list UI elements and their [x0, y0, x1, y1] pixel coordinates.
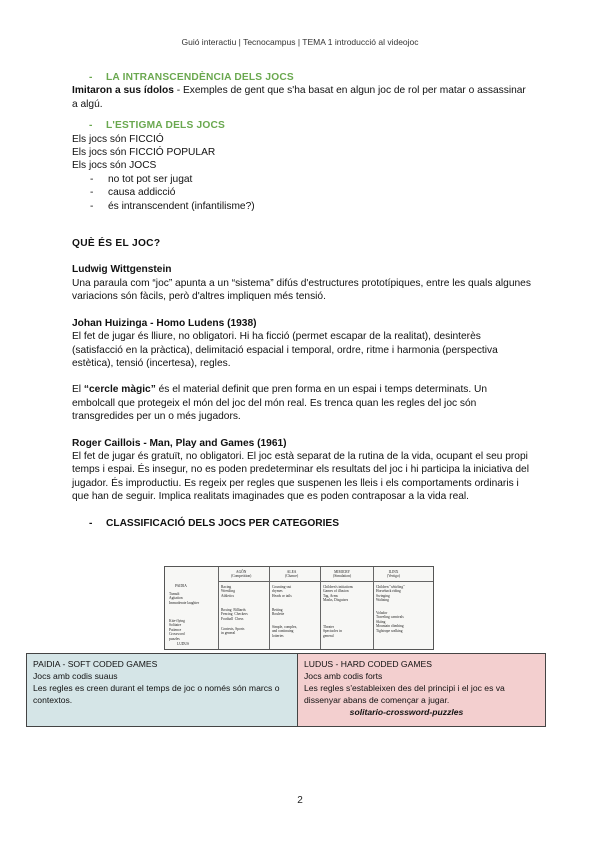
paidia-title: PAIDIA - SOFT CODED GAMES	[33, 659, 158, 669]
section-heading-classification	[72, 517, 532, 530]
paidia-cell	[27, 654, 298, 726]
ludus-line: Les regles s'estableixen des del principi i el joc es va dissenyar abans de començar a jugar.	[304, 683, 505, 705]
paragraph-text: és el material definit que pren forma en un espai i temps determinats. Un embolcall que protegeix el món del joc del món real. Es trenca quan les regles del joc són transgredides per un o més jugadors.	[72, 384, 488, 423]
ludus-title: LUDUS - HARD CODED GAMES	[304, 659, 432, 669]
figure-cell: Racing Wrestling Athletics	[221, 585, 236, 598]
bullet-dash: -	[89, 517, 93, 529]
figure-cell: Theater Spectacles in general	[323, 625, 342, 638]
line: Els jocs són FICCIÓ	[72, 133, 164, 145]
figure-cell: Children's initiations Games of illusion Tag, Arms Masks, Disguises	[323, 585, 353, 603]
author-caillois: Roger Caillois - Man, Play and Games (1961)	[72, 437, 287, 449]
figure-row-ludus: LUDUS	[177, 642, 189, 646]
figure-row-paidia: PAIDIA	[175, 584, 187, 588]
figure-cell: Betting Roulette	[272, 608, 285, 617]
figure-cell: Contests, Sports in general	[221, 627, 245, 636]
figure-cell: Volador Traveling carnivals Skiing Mountain climbing Tightrope walking	[376, 611, 404, 633]
term-magic-circle: “cercle màgic”	[83, 384, 156, 396]
figure-cell: Simple, complex, and continuing lotteries	[272, 625, 298, 638]
paragraph-magic-circle	[72, 383, 532, 423]
paragraph-text: - Exemples de gent que s'ha basat en algun joc de rol per matar o assassinar a algú.	[72, 85, 526, 110]
figure-cell: Counting-out rhymes Heads or tails	[272, 585, 292, 598]
bold-lead: Imitaron a sus ídolos	[72, 85, 174, 97]
bullet-dash: -	[89, 72, 93, 83]
figure-col-ilinx: ILINX (Vertigo)	[387, 570, 400, 579]
list-item: - no tot pot ser jugat	[72, 173, 532, 186]
ludus-cell	[298, 654, 545, 726]
line: Els jocs són JOCS	[72, 160, 157, 172]
section-heading-intranscendence	[72, 71, 532, 84]
paidia-line: Les regles es creen durant el temps de joc o només són marcs o contextos.	[33, 683, 280, 705]
paidia-ludus-table	[26, 653, 546, 727]
document-body	[72, 71, 532, 530]
ludus-line: Jocs amb codis forts	[304, 671, 383, 681]
bullet-dash: -	[89, 120, 93, 132]
figure-cell: Boxing Billiards Fencing Checkers Football Chess	[221, 608, 248, 621]
figure-col-agon: AGÔN (Competition)	[231, 570, 252, 579]
text-pre: El	[72, 384, 84, 396]
paragraph-idols	[72, 84, 532, 111]
list-item: - és intranscendent (infantilisme?)	[72, 200, 532, 213]
section-title: LA INTRANSCENDÈNCIA DELS JOCS	[106, 72, 294, 83]
section-title: L'ESTIGMA DELS JOCS	[106, 120, 226, 132]
paragraph-huizinga: El fet de jugar és lliure, no obligatori. Hi ha ficció (permet escapar de la realitat), desinterès (satisfacció en la pràctica), delimitació espacial i temporal, ordre, ritme i harmonia (perspectiva estètica), tensió (incertesa), regles.	[72, 331, 498, 369]
figure-ludus-desc: Kite-flying Solitaire Patience Crossword puzzles	[169, 619, 185, 641]
list-item: - causa addicció	[72, 186, 532, 199]
paragraph-wittgenstein: Una paraula com “joc” apunta a un “sistema” difús d'estructures prototípiques, entre les quals algunes variacions són fàcils, però d'altres impliquen més tensió.	[72, 277, 531, 303]
line: Els jocs són FICCIÓ POPULAR	[72, 147, 216, 159]
page-number: 2	[297, 795, 303, 806]
heading-what-is-game: QUÈ ÉS EL JOC?	[72, 238, 161, 250]
section-heading-stigma	[72, 119, 532, 132]
section-title: CLASSIFICACIÓ DELS JOCS PER CATEGORIES	[106, 517, 340, 529]
ludus-examples: solitario-crossword-puzzles	[349, 707, 464, 717]
figure-col-mimicry: MIMICRY (Simulation)	[333, 570, 352, 579]
paragraph-caillois: El fet de jugar és gratuït, no obligatori. El joc està separat de la rutina de la vida, ocupant el seu propi temps i espai. És insegur, no es poden predeterminar els resultats del joc i hi participa la iniciativa del jugador. És improductiu. Es regeix per regles que suspenen les lleis i els comportaments ordinaris i que han de seguir. Implica realitats imaginades que es poden contraposar a la vida real.	[72, 450, 529, 503]
page-header: Guió interactiu | Tecnocampus | TEMA 1 introducció al videojoc	[181, 37, 419, 47]
paidia-line: Jocs amb codis suaus	[33, 671, 118, 681]
author-huizinga: Johan Huizinga - Homo Ludens (1938)	[72, 317, 257, 329]
figure-cell: Children "whirling" Horseback riding Swinging Waltzing	[376, 585, 405, 603]
caillois-classification-figure	[164, 566, 434, 650]
author-wittgenstein: Ludwig Wittgenstein	[72, 264, 172, 276]
figure-col-alea: ALEA (Chance)	[285, 570, 299, 579]
figure-paidia-desc: Tumult Agitation Immoderate laughter	[169, 592, 200, 605]
stigma-list	[72, 173, 532, 213]
